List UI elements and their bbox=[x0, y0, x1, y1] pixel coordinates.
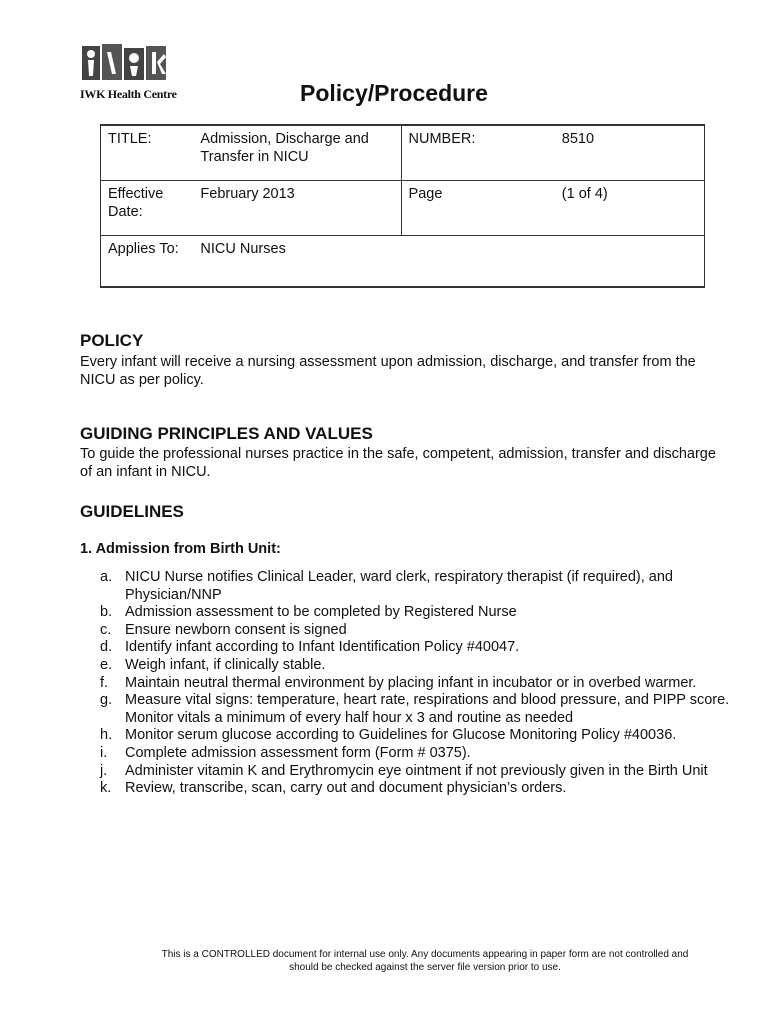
list-item bbox=[100, 622, 730, 640]
list-marker: e. bbox=[100, 656, 113, 673]
list-item bbox=[100, 692, 730, 727]
applies-to-value: NICU Nurses bbox=[193, 236, 704, 288]
list-item bbox=[100, 639, 730, 657]
principles-heading: GUIDING PRINCIPLES AND VALUES bbox=[80, 424, 373, 443]
list-item-text: Measure vital signs: temperature, heart rate, respirations and blood pressure, and PIPP score. Monitor vitals a minimum of every half hour x 3 and routine as needed bbox=[125, 692, 730, 726]
page-label: Page bbox=[401, 181, 555, 236]
title-value: Admission, Discharge and Transfer in NICU bbox=[193, 125, 401, 181]
list-item-text: Administer vitamin K and Erythromycin eye ointment if not previously given in the Birth Unit bbox=[125, 762, 708, 779]
number-label: NUMBER: bbox=[408, 131, 476, 147]
guidelines-heading: GUIDELINES bbox=[80, 502, 184, 521]
policy-info-table bbox=[100, 124, 705, 288]
list-item bbox=[100, 657, 730, 675]
controlled-document-footer bbox=[140, 948, 710, 974]
list-item-text: Identify infant according to Infant Identification Policy #40047. bbox=[125, 639, 520, 656]
list-item-text: NICU Nurse notifies Clinical Leader, ward clerk, respiratory therapist (if required), and Physician/NNP bbox=[125, 569, 673, 603]
list-item bbox=[100, 763, 730, 781]
list-marker: a. bbox=[100, 569, 113, 585]
list-item-text: Review, transcribe, scan, carry out and document physician’s orders. bbox=[125, 780, 567, 797]
list-item bbox=[100, 675, 730, 693]
list-item bbox=[100, 604, 730, 622]
list-item bbox=[100, 745, 730, 763]
list-marker: h. bbox=[100, 727, 113, 744]
policy-text: Every infant will receive a nursing assessment upon admission, discharge, and transfer from the NICU as per policy. bbox=[80, 354, 696, 388]
applies-to-label: Applies To: bbox=[101, 236, 194, 288]
logo-name: IWK Health Centre bbox=[80, 87, 177, 101]
list-item-text: Weigh infant, if clinically stable. bbox=[125, 656, 326, 673]
list-marker: k. bbox=[100, 780, 112, 797]
policy-heading: POLICY bbox=[80, 331, 144, 350]
title-label: TITLE: bbox=[101, 125, 194, 181]
list-item-text: Maintain neutral thermal environment by placing infant in incubator or in overbed warmer. bbox=[125, 674, 697, 691]
document-type-title: Policy/Procedure bbox=[300, 80, 488, 106]
footer-line-1: This is a CONTROLLED document for internal use only. Any documents appearing in paper form are not controlled and bbox=[161, 949, 689, 960]
list-marker: j. bbox=[100, 762, 108, 779]
list-marker: f. bbox=[100, 674, 109, 691]
list-marker: g. bbox=[100, 692, 113, 709]
footer-line-2: should be checked against the server file version prior to use. bbox=[289, 962, 561, 973]
list-item-text: Monitor serum glucose according to Guidelines for Glucose Monitoring Policy #40036. bbox=[125, 727, 677, 744]
list-marker: b. bbox=[100, 604, 113, 621]
page-value: (1 of 4) bbox=[555, 181, 705, 236]
list-item-text: Complete admission assessment form (Form # 0375). bbox=[125, 744, 471, 761]
principles-text: To guide the professional nurses practice in the safe, competent, admission, transfer and discharge of an infant in NICU. bbox=[80, 446, 716, 480]
list-marker: d. bbox=[100, 639, 113, 656]
admission-subheading: 1. Admission from Birth Unit: bbox=[80, 541, 281, 557]
number-value: 8510 bbox=[555, 125, 705, 181]
effective-date-label: Effective Date: bbox=[101, 181, 194, 236]
list-item-text: Admission assessment to be completed by Registered Nurse bbox=[125, 604, 517, 621]
effective-date-value: February 2013 bbox=[193, 181, 401, 236]
list-marker: c. bbox=[100, 621, 112, 638]
list-item bbox=[100, 780, 730, 798]
list-item bbox=[100, 727, 730, 745]
list-item bbox=[100, 569, 730, 604]
admission-steps-list bbox=[100, 569, 730, 798]
list-marker: i. bbox=[100, 744, 108, 761]
list-item-text: Ensure newborn consent is signed bbox=[125, 621, 347, 638]
